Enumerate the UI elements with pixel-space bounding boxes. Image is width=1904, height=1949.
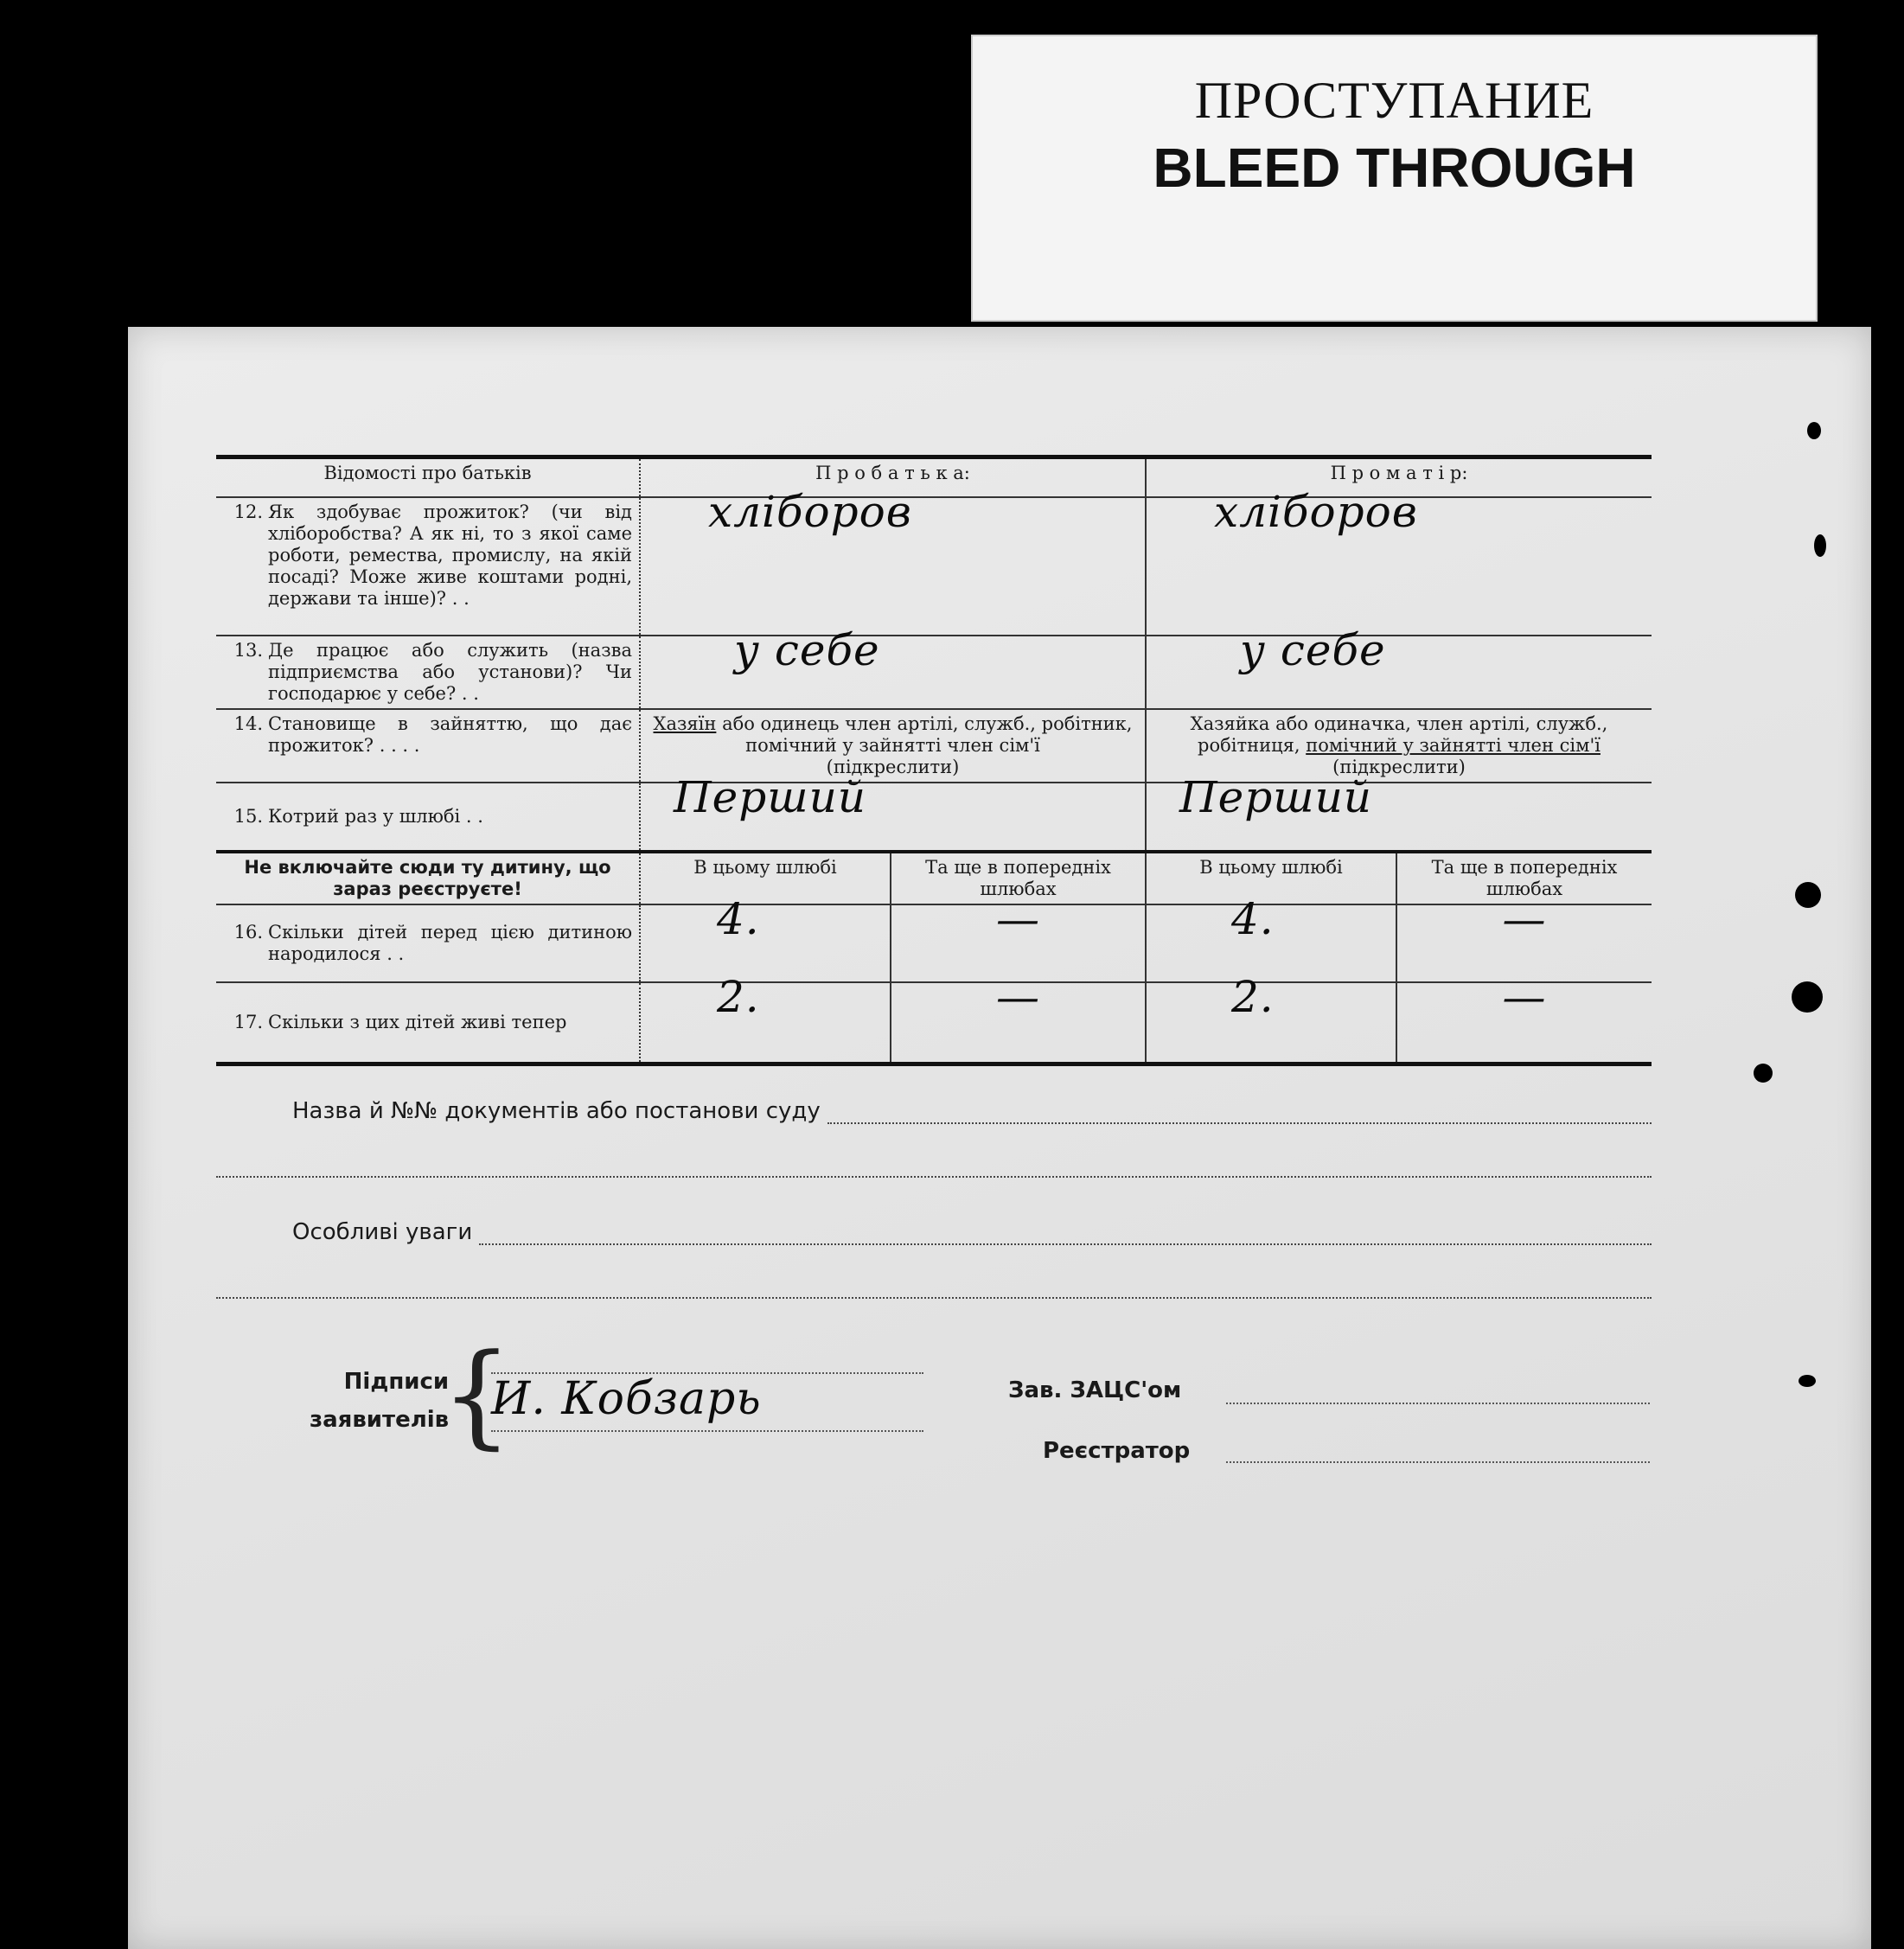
- father-children-alive-prev: —: [996, 972, 1040, 1022]
- parents-info-table: [216, 455, 1652, 1066]
- father-option-selected: Хазяїн: [653, 713, 717, 734]
- children-header-row: [216, 852, 1652, 904]
- children-note: Не включайте сюди ту дитину, що зараз реєструєте!: [216, 852, 640, 904]
- mother-previous-header: Та ще в попередніх шлюбах: [1396, 852, 1652, 904]
- hole-speck: [1814, 534, 1826, 557]
- question-text: Як здобуває прожиток? (чи від хліборобства? А як ні, то з якої саме роботи, ремества, промислу, на якій посаді? Може живе коштами родні, держави та інше)? . .: [268, 502, 632, 609]
- table-header-row: [216, 459, 1652, 497]
- head-zags-line: [1226, 1399, 1650, 1404]
- mother-options-text: Хазяйка або одиначка, член артілі, служб., робітниця,: [1190, 713, 1608, 756]
- archive-label-card: [971, 35, 1818, 322]
- mother-children-alive-prev: —: [1502, 972, 1547, 1022]
- row-number: 12.: [233, 502, 263, 522]
- header-mother: П р о м а т і р:: [1330, 463, 1468, 483]
- question-text: Котрий раз у шлюбі . .: [268, 806, 483, 827]
- label-english: BLEED THROUGH: [1153, 137, 1636, 199]
- father-answer: Перший: [674, 772, 866, 822]
- mother-children-prev: —: [1502, 894, 1547, 944]
- father-children-prev: —: [996, 894, 1040, 944]
- father-children-this: 4.: [717, 894, 760, 944]
- head-zags-label: Зав. ЗАЦС'ом: [1008, 1377, 1182, 1403]
- mother-answer: у себе: [1240, 625, 1386, 675]
- hole-speck: [1795, 882, 1821, 908]
- signatures-label: [310, 1369, 449, 1433]
- mother-children-alive: 2.: [1231, 972, 1275, 1022]
- father-children-alive: 2.: [717, 972, 760, 1022]
- father-options-text: або одинець член артілі, служб., робітник, помічний у зайнятті член сім'ї: [716, 713, 1133, 756]
- registrar-line: [1226, 1458, 1650, 1463]
- registrar-label: Реєстратор: [1043, 1438, 1191, 1464]
- row-number: 14.: [233, 713, 263, 734]
- hole-speck: [1807, 422, 1821, 439]
- row-number: 15.: [233, 806, 263, 827]
- table-row: [216, 982, 1652, 1062]
- question-text: Скільки з цих дітей живі тепер: [268, 1012, 567, 1032]
- documents-line-2: [216, 1150, 1652, 1178]
- documents-label: Назва й №№ документів або постанови суду: [292, 1098, 821, 1124]
- signature-line-2: [491, 1427, 923, 1432]
- mother-this-marriage-header: В цьому шлюбі: [1146, 852, 1396, 904]
- question-text: Де працює або служить (назва підприємства або установи)? Чи господарює у себе? . .: [268, 640, 632, 704]
- notes-label: Особливі уваги: [292, 1219, 473, 1245]
- table-row: [216, 709, 1652, 783]
- signatures-label-line2: заявителів: [310, 1407, 450, 1433]
- notes-section: [216, 1217, 1652, 1299]
- mother-answer: Перший: [1179, 772, 1372, 822]
- row-number: 13.: [233, 640, 263, 661]
- notes-line-2: [216, 1271, 1652, 1299]
- applicant-signature: И. Кобзарь: [491, 1373, 762, 1425]
- mother-option-selected: помічний у зайнятті член сім'ї: [1306, 735, 1601, 756]
- table-row: [216, 636, 1652, 709]
- father-underline-hint: (підкреслити): [826, 757, 960, 777]
- father-this-marriage-header: В цьому шлюбі: [640, 852, 891, 904]
- question-text: Становище в зайняттю, що дає прожиток? . . . .: [268, 713, 632, 756]
- father-previous-header: Та ще в попередніх шлюбах: [891, 852, 1146, 904]
- documents-section: [216, 1096, 1652, 1178]
- header-father: П р о б а т ь к а:: [640, 459, 1146, 497]
- signatures-label-line1: Підписи: [343, 1369, 450, 1395]
- hole-speck: [1754, 1064, 1773, 1083]
- mother-underline-hint: (підкреслити): [1332, 757, 1466, 777]
- table-row: [216, 497, 1652, 636]
- brace: {: [441, 1329, 513, 1460]
- question-text: Скільки дітей перед цією дитиною народилося . .: [268, 922, 632, 964]
- table-row: [216, 783, 1652, 852]
- father-answer: хліборов: [708, 487, 912, 537]
- mother-children-this: 4.: [1231, 894, 1275, 944]
- header-parents-info: Відомості про батьків: [216, 459, 640, 497]
- label-russian: ПРОСТУПАНИЕ: [1194, 72, 1594, 129]
- notes-line: [479, 1217, 1652, 1245]
- row-number: 16.: [233, 922, 263, 943]
- documents-line: [827, 1096, 1652, 1124]
- form-sheet: [128, 327, 1871, 1949]
- hole-speck: [1792, 981, 1823, 1013]
- hole-speck: [1799, 1375, 1816, 1387]
- father-answer: у себе: [734, 625, 880, 675]
- row-number: 17.: [233, 1012, 263, 1032]
- mother-answer: хліборов: [1214, 487, 1418, 537]
- table-row: [216, 904, 1652, 982]
